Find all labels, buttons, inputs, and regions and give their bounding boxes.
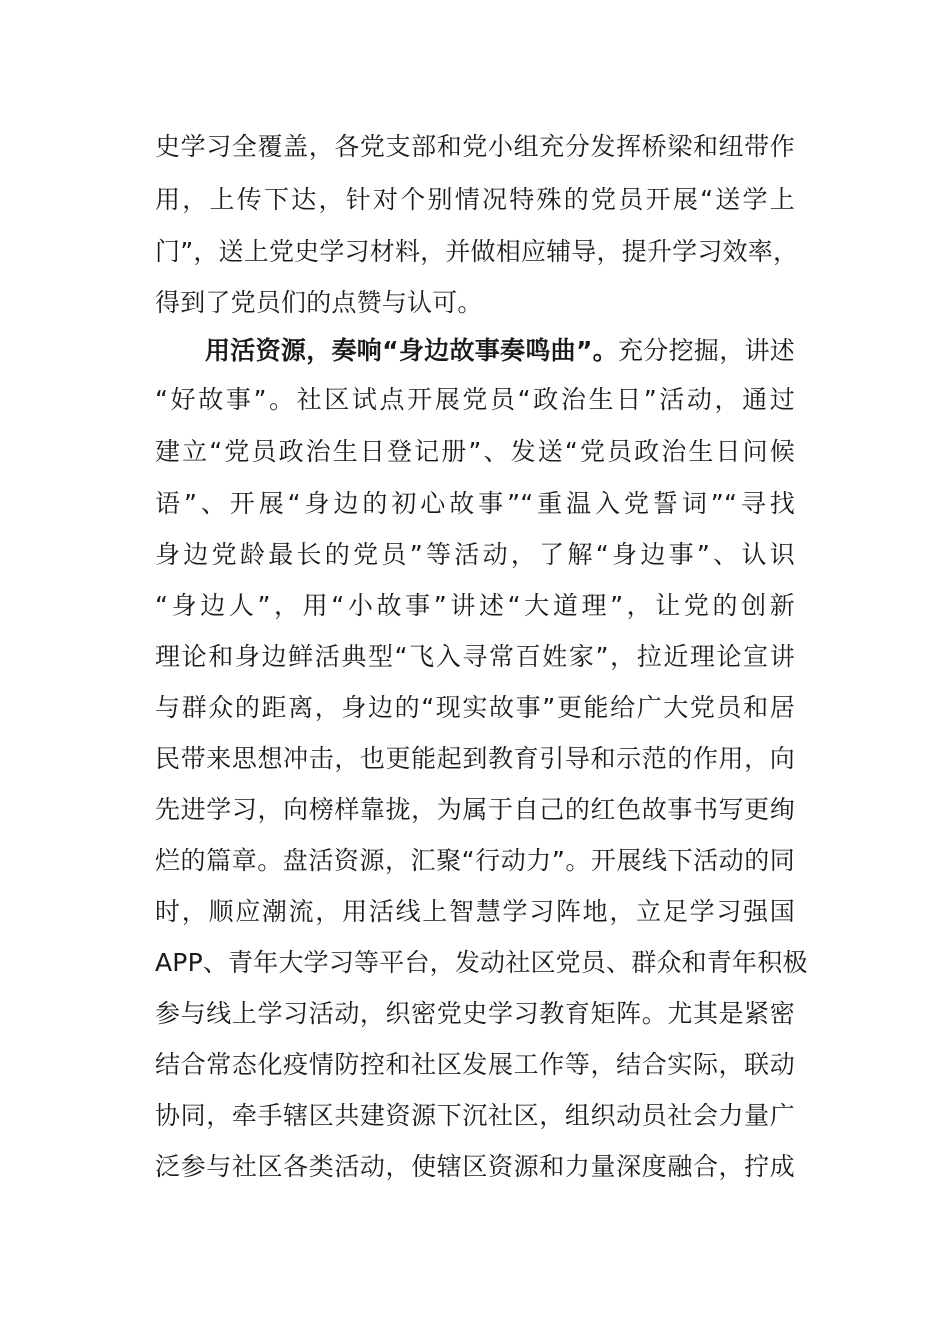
paragraph-line: 民带来思想冲击，也更能起到教育引导和示范的作用，向 [155, 744, 795, 773]
paragraph-line: 建立“党员政治生日登记册”、发送“党员政治生日问候 [155, 437, 795, 466]
paragraph-line: 史学习全覆盖，各党支部和党小组充分发挥桥梁和纽带作 [155, 132, 795, 161]
paragraph-line: 语”、开展“身边的初心故事”“重温入党誓词”“寻找 [155, 489, 795, 518]
paragraph-line: 泛参与社区各类活动，使辖区资源和力量深度融合，拧成 [155, 1152, 795, 1181]
paragraph-line: 协同，牵手辖区共建资源下沉社区，组织动员社会力量广 [155, 1101, 795, 1130]
paragraph-line: 用，上传下达，针对个别情况特殊的党员开展“送学上 [155, 185, 795, 214]
paragraph-line: 与群众的距离，身边的“现实故事”更能给广大党员和居 [155, 693, 795, 722]
paragraph-line: APP、青年大学习等平台，发动社区党员、群众和青年积极 [155, 948, 808, 977]
paragraph-first-line [205, 331, 795, 371]
paragraph-line: 结合常态化疫情防控和社区发展工作等，结合实际，联动 [155, 1050, 795, 1079]
paragraph-text: 充分挖掘，讲述 [617, 336, 795, 365]
paragraph-line: 时，顺应潮流，用活线上智慧学习阵地，立足学习强国 [155, 897, 795, 926]
paragraph-line: 身边党龄最长的党员”等活动，了解“身边事”、认识 [155, 540, 795, 569]
paragraph-line: 理论和身边鲜活典型“飞入寻常百姓家”，拉近理论宣讲 [155, 642, 795, 671]
paragraph-line: 得到了党员们的点赞与认可。 [155, 288, 483, 317]
section-heading: 用活资源，奏响“身边故事奏鸣曲”。 [205, 336, 618, 365]
paragraph-line: 门”，送上党史学习材料，并做相应辅导，提升学习效率， [155, 237, 799, 266]
paragraph-line: 参与线上学习活动，织密党史学习教育矩阵。尤其是紧密 [155, 999, 795, 1028]
paragraph-line: “好故事”。社区试点开展党员“政治生日”活动，通过 [155, 385, 795, 414]
paragraph-line: 烂的篇章。盘活资源，汇聚“行动力”。开展线下活动的同 [155, 846, 795, 875]
paragraph-line: 先进学习，向榜样靠拢，为属于自己的红色故事书写更绚 [155, 795, 795, 824]
paragraph-line: “身边人”，用“小故事”讲述“大道理”，让党的创新 [155, 591, 795, 620]
